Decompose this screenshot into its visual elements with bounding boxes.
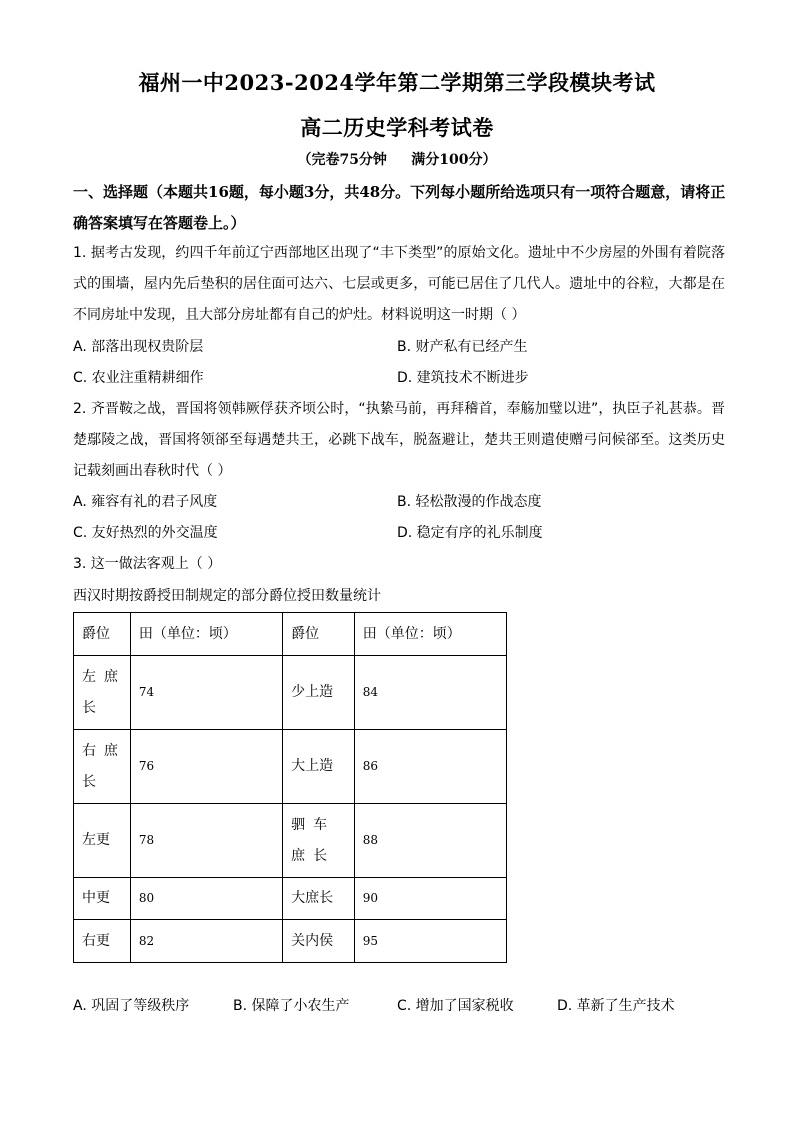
- q1-option-d: D. 建筑技术不断进步: [397, 370, 529, 386]
- table-cell-rank: 驷车庶长: [283, 804, 355, 878]
- table-cell-value: 80: [130, 878, 282, 920]
- q1-option-b: B. 财产私有已经产生: [397, 339, 528, 355]
- table-cell-rank: 中更: [74, 878, 131, 920]
- q3-option-c: C. 增加了国家税收: [397, 998, 514, 1014]
- question-3-stem: 3. 这一做法客观上（ ）: [73, 556, 222, 572]
- question-2-stem: 2. 齐晋鞍之战，晋国将领韩厥俘获齐顷公时，“执絷马前，再拜稽首，奉觞加璧以进”，执臣子礼甚恭。晋楚鄢陵之战，晋国将领郤至每遇楚共王，必跳下战车，脱盔避让，楚共王则遣使赠弓问候郤至。这类历史记载刻画出春秋时代（ ）: [73, 401, 725, 479]
- rank-land-table: [73, 612, 507, 963]
- table-cell-value: 74: [130, 656, 282, 730]
- table-cell-value: 90: [354, 878, 506, 920]
- exam-time-score: （完卷75分钟 满分100分）: [297, 152, 497, 168]
- q1-option-c: C. 农业注重精耕细作: [73, 370, 204, 386]
- q3-option-d: D. 革新了生产技术: [557, 998, 675, 1014]
- table-cell-rank: 大庶长: [283, 878, 355, 920]
- table-row: [74, 878, 507, 920]
- table-cell-value: 76: [130, 730, 282, 804]
- table-row: [74, 656, 507, 730]
- q2-option-d: D. 稳定有序的礼乐制度: [397, 525, 543, 541]
- table-cell-rank: 右更: [74, 920, 131, 963]
- table-row: [74, 804, 507, 878]
- table-row: [74, 730, 507, 804]
- table-cell-rank: 右庶长: [74, 730, 131, 804]
- q1-option-a: A. 部落出现权贵阶层: [73, 339, 204, 355]
- table-cell-rank: 关内侯: [283, 920, 355, 963]
- question-1-stem: 1. 据考古发现，约四千年前辽宁西部地区出现了“丰下类型”的原始文化。遗址中不少房屋的外围有着院落式的围墙，屋内先后垫积的居住面可达六、七层或更多，可能已居住了几代人。遗址中的谷粒，大都是在不同房址中发现，且大部分房址都有自己的炉灶。材料说明这一时期（ ）: [73, 245, 725, 323]
- table-row: [74, 920, 507, 963]
- table-cell-value: 88: [354, 804, 506, 878]
- table-header-cell: 爵位: [283, 613, 355, 656]
- q3-option-a: A. 巩固了等级秩序: [73, 998, 190, 1014]
- table-header-cell: 爵位: [74, 613, 131, 656]
- section-heading: 一、选择题（本题共16题，每小题3分，共48分。下列每小题所给选项只有一项符合题意，请将正确答案填写在答题卷上。）: [73, 183, 726, 232]
- table-cell-value: 78: [130, 804, 282, 878]
- q2-option-b: B. 轻松散漫的作战态度: [397, 494, 542, 510]
- table-header-row: [74, 613, 507, 656]
- table-cell-value: 82: [130, 920, 282, 963]
- table-cell-rank: 大上造: [283, 730, 355, 804]
- q2-option-c: C. 友好热烈的外交温度: [73, 525, 218, 541]
- table-header-cell: 田（单位：顷）: [354, 613, 506, 656]
- table-cell-value: 86: [354, 730, 506, 804]
- table-cell-rank: 左庶长: [74, 656, 131, 730]
- table-caption: 西汉时期按爵授田制规定的部分爵位授田数量统计: [73, 588, 381, 604]
- exam-title: 福州一中2023-2024学年第二学期第三学段模块考试: [138, 70, 656, 95]
- table-cell-rank: 少上造: [283, 656, 355, 730]
- q3-option-b: B. 保障了小农生产: [233, 998, 350, 1014]
- table-cell-value: 84: [354, 656, 506, 730]
- exam-subject-title: 高二历史学科考试卷: [300, 115, 494, 140]
- q2-option-a: A. 雍容有礼的君子风度: [73, 494, 218, 510]
- table-cell-value: 95: [354, 920, 506, 963]
- table-cell-rank: 左更: [74, 804, 131, 878]
- table-header-cell: 田（单位：顷）: [130, 613, 282, 656]
